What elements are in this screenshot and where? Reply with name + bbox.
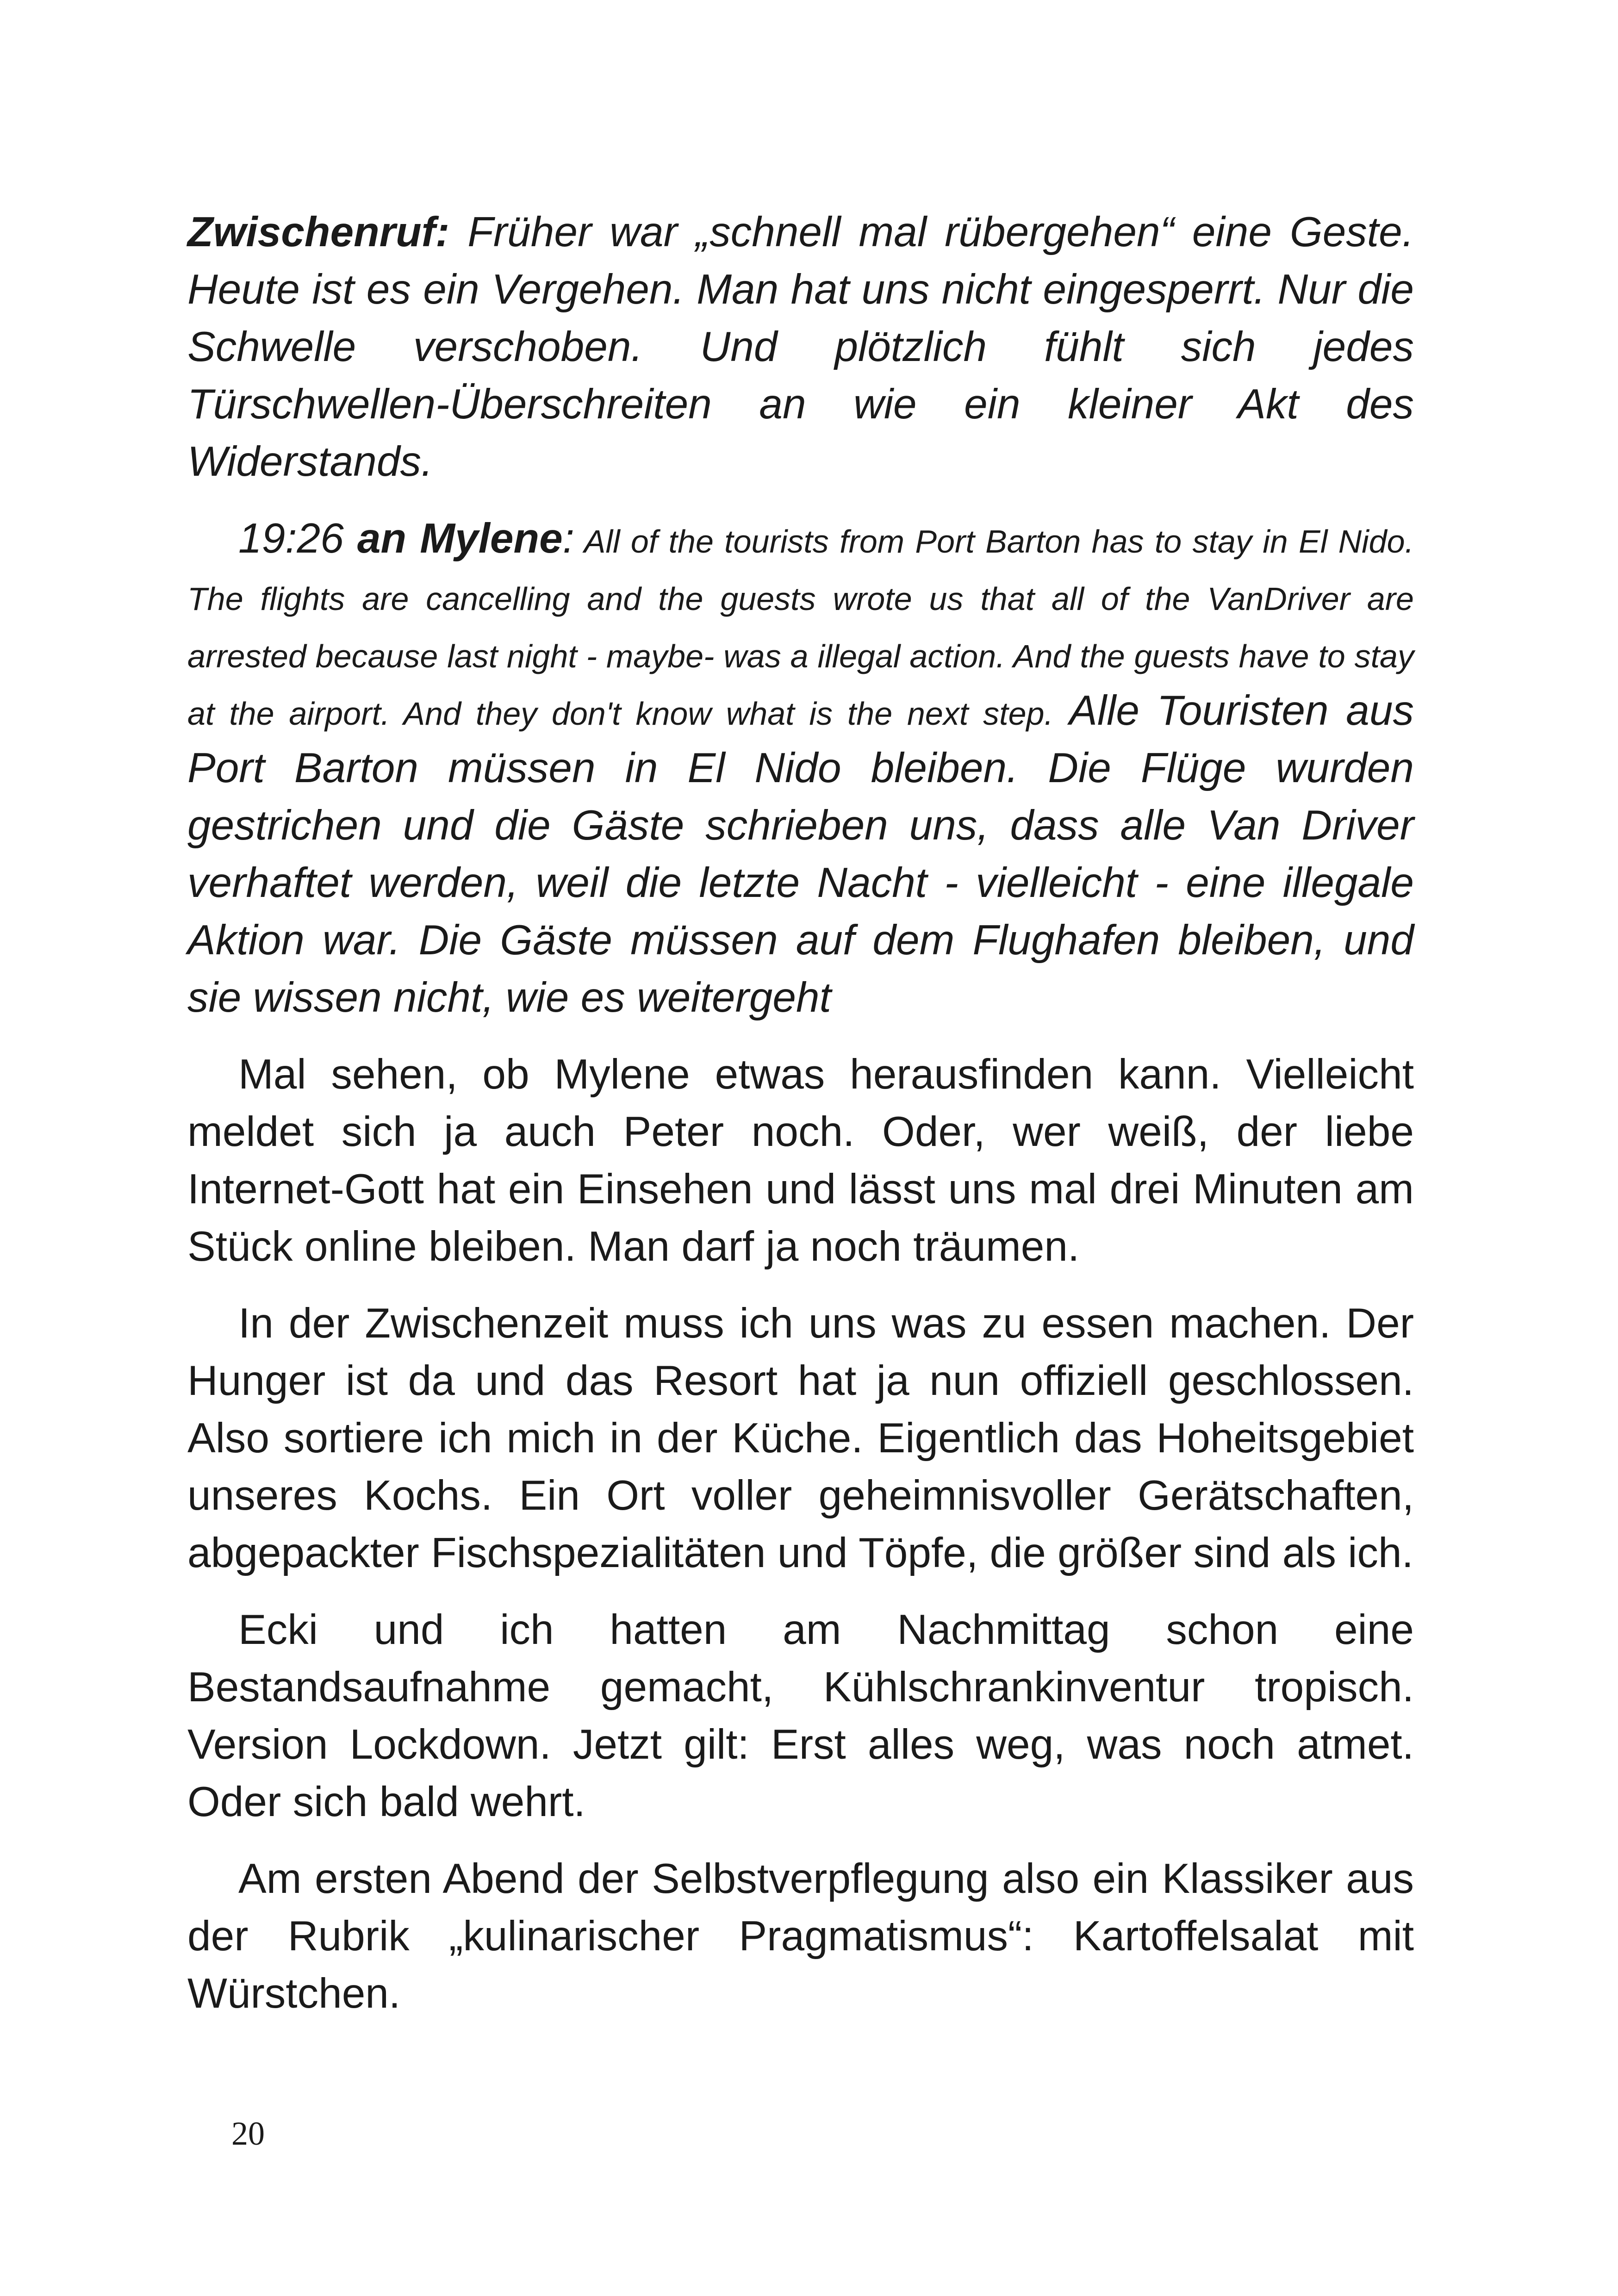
- message-recipient-label: an Mylene: [357, 515, 563, 562]
- paragraph-dinner: Am ersten Abend der Selbstverpflegung also ein Klassiker aus der Rubrik „kulinarischer Pragmatismus“: Kartoffelsalat mit Würstchen.: [187, 1855, 1414, 2017]
- paragraph-message-mylene: [187, 510, 1414, 1027]
- zwischenruf-text: Früher war „schnell mal rübergehen“ eine Geste. Heute ist es ein Vergehen. Man hat uns nicht eingesperrt. Nur die Schwelle verschoben. Und plötzlich fühlt sich jedes Türschwellen-Überschreiten an wie ein kleiner Akt des Widerstands.: [187, 209, 1414, 485]
- paragraph-mylene: Mal sehen, ob Mylene etwas herausfinden kann. Vielleicht meldet sich ja auch Peter noch. Oder, wer weiß, der liebe Internet-Gott hat ein Einsehen und lässt uns mal drei Minuten am Stück online bleiben. Man darf ja noch träumen.: [187, 1051, 1414, 1270]
- paragraph-inventory: Ecki und ich hatten am Nachmittag schon eine Bestandsaufnahme gemacht, Kühlschrankinventur tropisch. Version Lockdown. Jetzt gilt: Erst alles weg, was noch atmet. Oder sich bald wehrt.: [187, 1606, 1414, 1825]
- message-german-translation: Alle Touristen aus Port Barton müssen in El Nido bleiben. Die Flüge wurden gestrichen und die Gäste schrieben uns, dass alle Van Driver verhaftet werden, weil die letzte Nacht - vielleicht - eine illegale Aktion war. Die Gäste müssen auf dem Flughafen bleiben, und sie wissen nicht, wie es weitergeht: [187, 687, 1414, 1021]
- page-body: [187, 204, 1414, 2042]
- paragraph-zwischenruf: [187, 204, 1414, 491]
- paragraph-kitchen: In der Zwischenzeit muss ich uns was zu essen machen. Der Hunger ist da und das Resort hat ja nun offiziell geschlossen. Also sortiere ich mich in der Küche. Eigentlich das Hoheitsgebiet unseres Kochs. Ein Ort voller geheimnisvoller Gerätschaften, abgepackter Fischspezialitäten und Töpfe, die größer sind als ich.: [187, 1300, 1414, 1576]
- message-time: 19:26: [238, 515, 344, 562]
- zwischenruf-label: Zwischenruf:: [187, 209, 450, 255]
- message-colon: :: [562, 515, 575, 562]
- message-english-text: All of the tourists from Port Barton has to stay in El Nido. The flights are cancelling and the guests wrote us that all of the VanDriver are arrested because last night - maybe- was a illegal action. And the guests have to stay at the airport. And they don't know what is the next step.: [187, 523, 1414, 732]
- page-number: 20: [231, 2115, 265, 2152]
